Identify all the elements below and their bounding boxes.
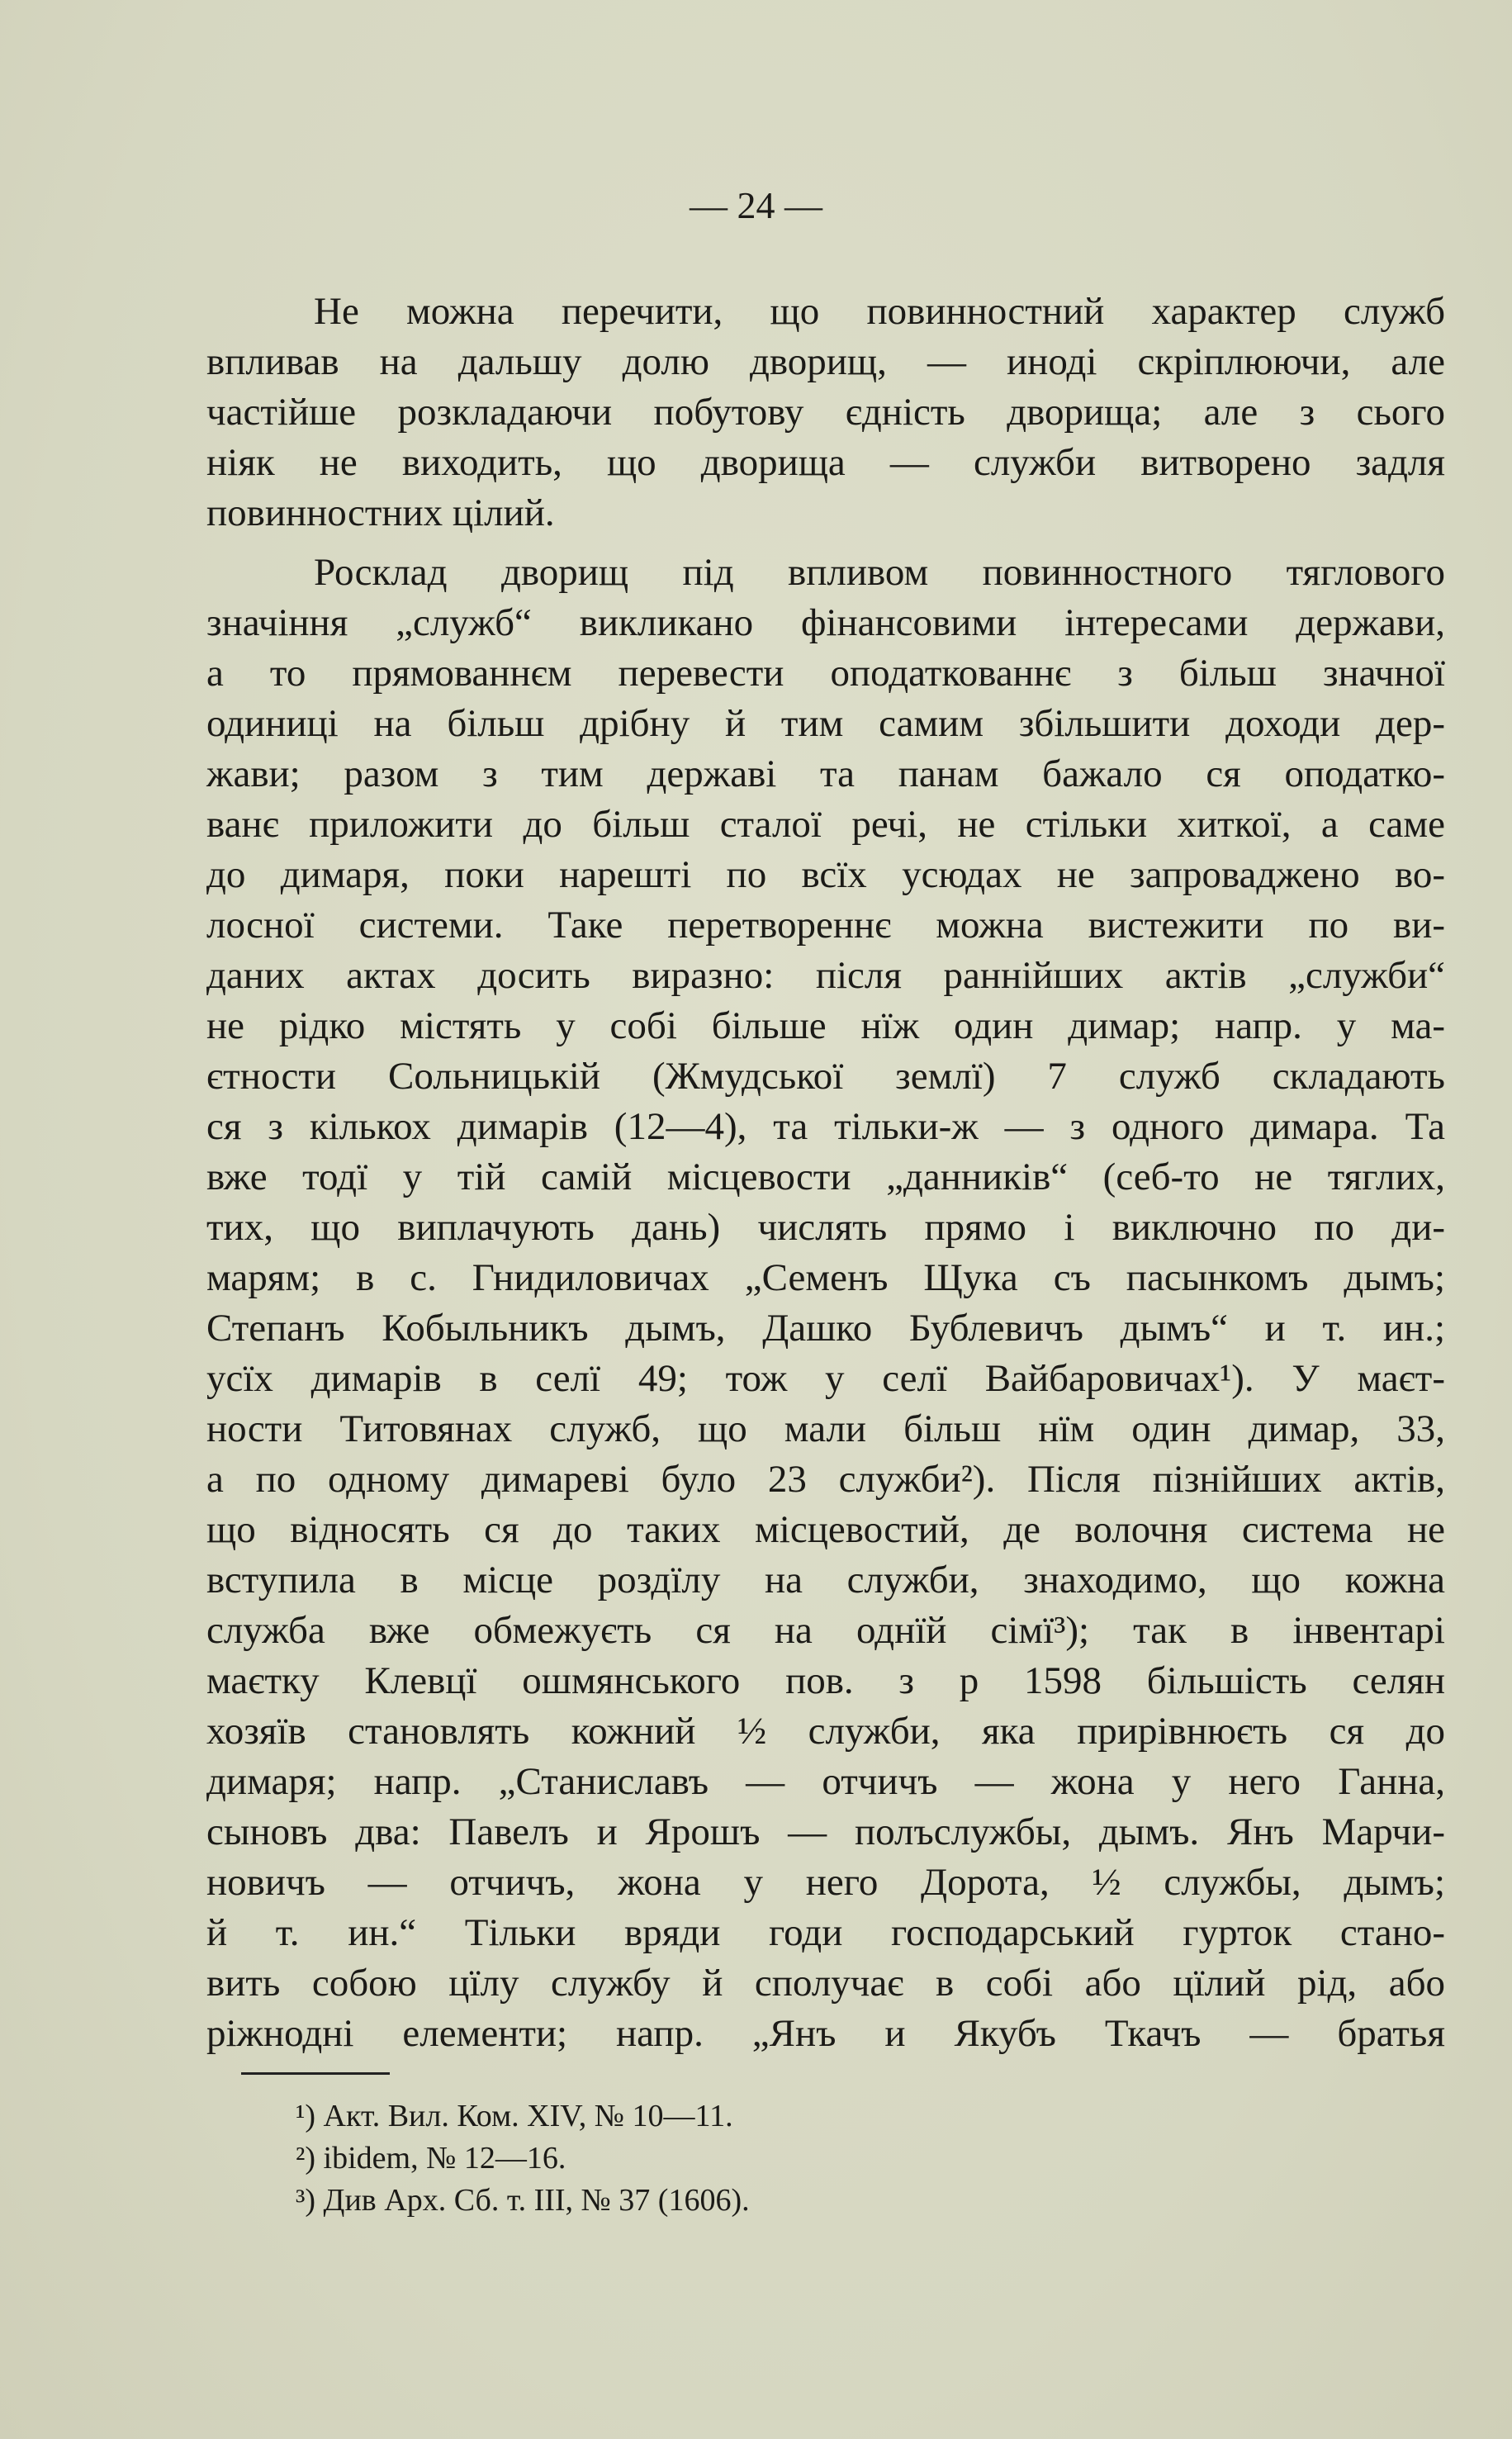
text-line: ванє приложити до більш сталої речі, не стільки хиткої, а саме (206, 803, 1445, 846)
page-number: — 24 — (690, 184, 822, 226)
text-line: вступила в місце роздїлу на служби, знаходимо, що кожна (206, 1559, 1445, 1601)
text-line: даних актах досить виразно: після раннійших актів „служби“ (206, 954, 1445, 997)
text-line: усїх димарів в селї 49; тож у селї Вайбаровичах¹). У маєт- (206, 1357, 1445, 1400)
text-line: повинностних цілий. (206, 491, 555, 534)
text-line: Не можна перечити, що повинностний характер служб (314, 290, 1445, 333)
text-line: новичъ — отчичъ, жона у него Дорота, ½ службы, дымъ; (206, 1861, 1445, 1904)
paragraph-2 (206, 548, 1445, 2059)
text-line: Степанъ Кобыльникъ дымъ, Дашко Бублевичъ дымъ“ и т. ин.; (206, 1307, 1445, 1350)
text-line: й т. ин.“ Тільки вряди годи господарський гурток стано- (206, 1911, 1445, 1954)
footnote-3: ³) Див Арх. Сб. т. III, № 37 (1606). (296, 2183, 750, 2218)
paragraph-1 (206, 287, 1445, 539)
text-line: хозяїв становлять кожний ½ служби, яка прирівнюєть ся до (206, 1710, 1445, 1753)
text-line: не рідко містять у собі більше нїж один димар; напр. у ма- (206, 1004, 1445, 1047)
text-line: значіння „служб“ викликано фінансовими інтересами держави, (206, 601, 1445, 644)
text-line: єтности Сольницькій (Жмудської землї) 7 служб складають (206, 1055, 1445, 1098)
text-line: впливав на дальшу долю дворищ, — иноді скріплюючи, але (206, 340, 1445, 383)
text-line: а по одному димареві було 23 служби²). Після пізнійших актів, (206, 1458, 1445, 1501)
text-line: частійше розкладаючи побутову єдність дворища; але з сього (206, 391, 1445, 434)
footnote-divider (241, 2072, 390, 2075)
text-line: ніяк не виходить, що дворища — служби витворено задля (206, 441, 1445, 484)
text-line: вить собою цїлу службу й сполучає в собі або цїлий рід, або (206, 1962, 1445, 2005)
text-line: що відносять ся до таких місцевостий, де волочня система не (206, 1508, 1445, 1551)
text-line: одиниці на більш дрібну й тим самим збільшити доходи дер- (206, 702, 1445, 745)
text-line: жави; разом з тим державі та панам бажало ся оподатко- (206, 752, 1445, 795)
text-line: до димаря, поки нарешті по всїх усюдах не запроваджено во- (206, 853, 1445, 896)
text-line: служба вже обмежуєть ся на однїй сімї³); так в інвентарі (206, 1609, 1445, 1652)
text-line: лосної системи. Таке перетвореннє можна вистежити по ви- (206, 904, 1445, 947)
text-line: марям; в с. Гнидиловичах „Семенъ Щука съ пасынкомъ дымъ; (206, 1256, 1445, 1299)
footnote-2: ²) ibidem, № 12—16. (296, 2141, 566, 2176)
text-line: а то прямованнєм перевести оподаткованнє з більш значної (206, 652, 1445, 695)
text-line: Росклад дворищ під впливом повинностного тяглового (314, 551, 1445, 594)
footnote-1: ¹) Акт. Вил. Ком. XIV, № 10—11. (296, 2099, 733, 2133)
text-line: тих, що виплачують дань) числять прямо і виключно по ди- (206, 1206, 1445, 1249)
text-line: сыновъ два: Павелъ и Ярошъ — полъслужбы, дымъ. Янъ Марчи- (206, 1810, 1445, 1853)
text-line: маєтку Клевцї ошмянського пов. з р 1598 більшість селян (206, 1659, 1445, 1702)
text-line: ся з кількох димарів (12—4), та тільки-ж — з одного димара. Та (206, 1105, 1445, 1148)
text-line: ріжнодні елементи; напр. „Янъ и Якубъ Ткачъ — братья (206, 2012, 1445, 2055)
text-line: вже тодї у тій самій місцевости „данників“ (себ-то не тяглих, (206, 1155, 1445, 1198)
text-line: димаря; напр. „Станиславъ — отчичъ — жона у него Ганна, (206, 1760, 1445, 1803)
text-line: ности Титовянах служб, що мали більш нїм один димар, 33, (206, 1407, 1445, 1450)
